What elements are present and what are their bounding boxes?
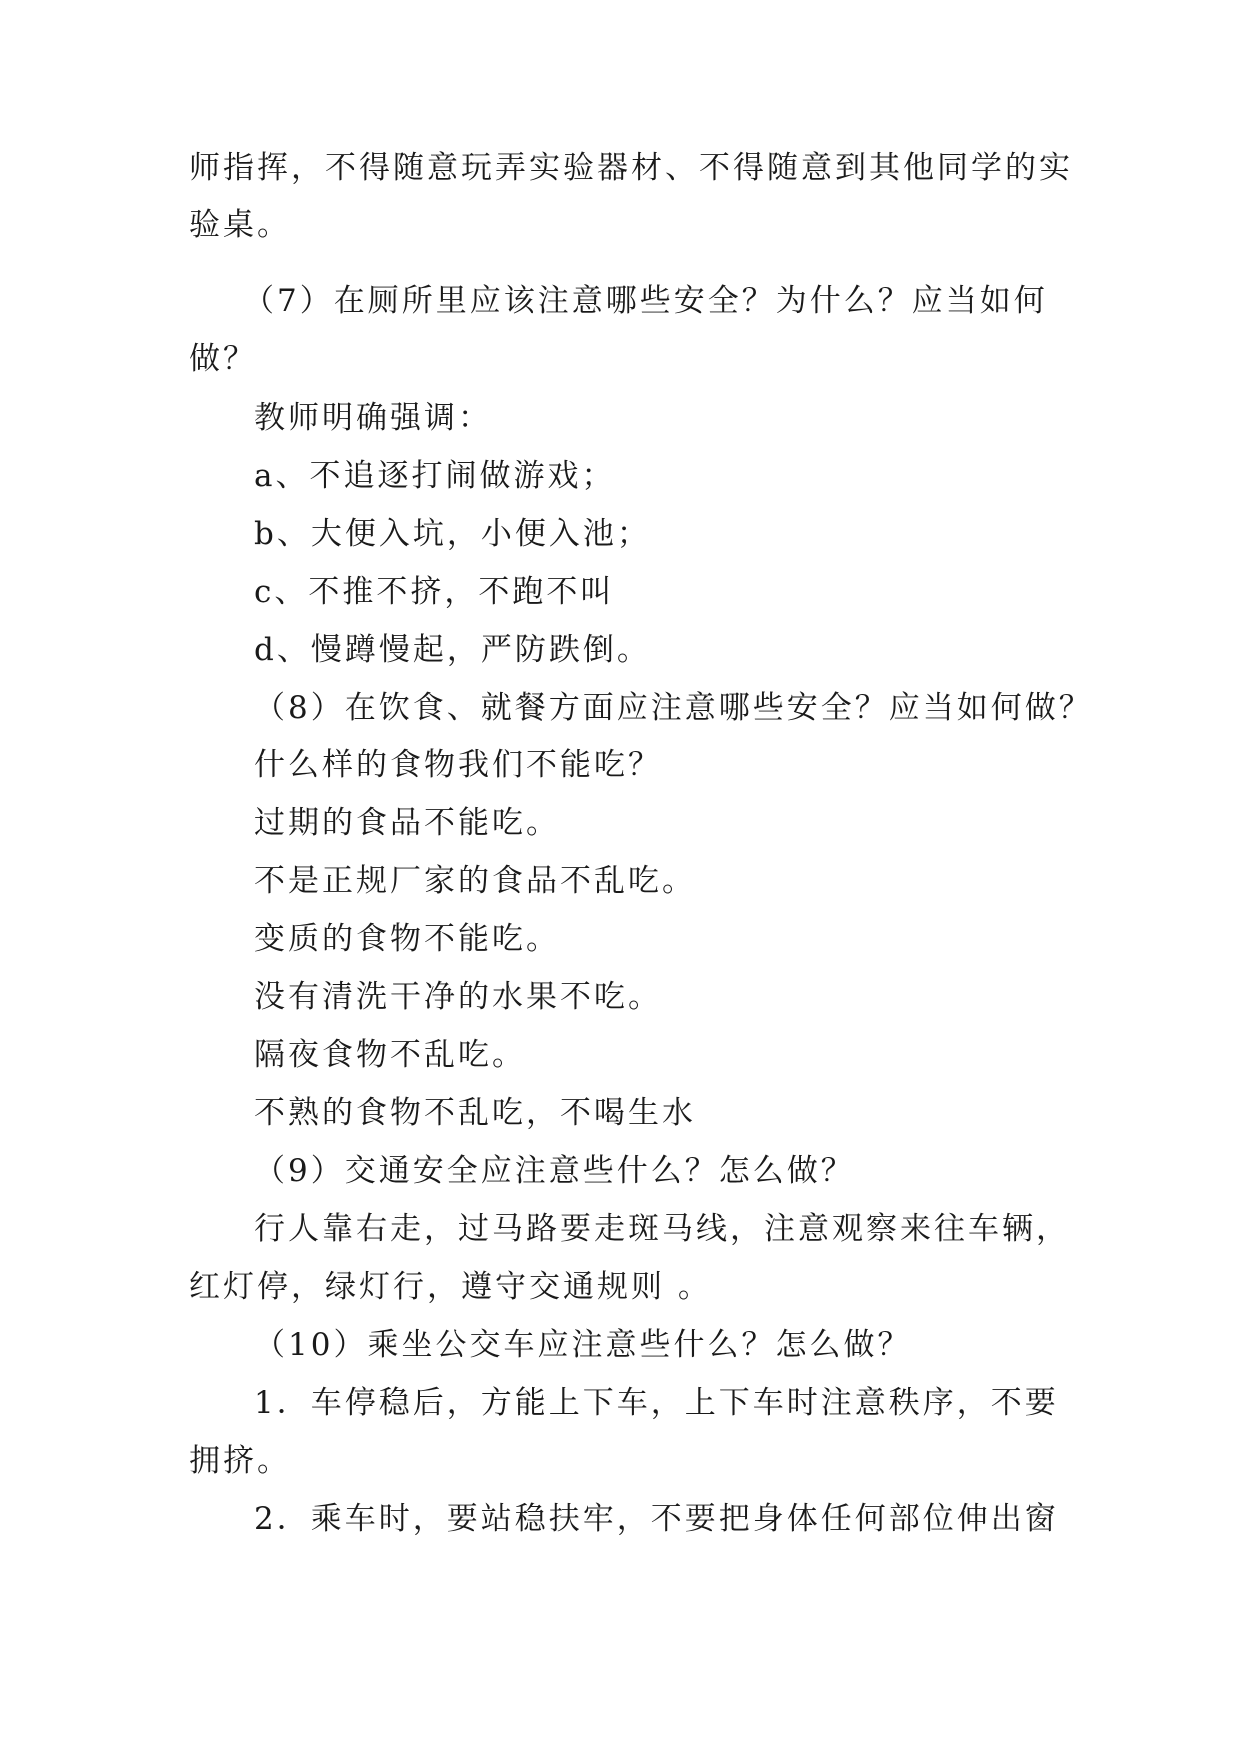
- text-line: 红灯停，绿灯行，遵守交通规则 。: [189, 1269, 712, 1305]
- text-line: （9）交通安全应注意些什么？怎么做？: [254, 1153, 855, 1189]
- text-line: 师指挥，不得随意玩弄实验器材、不得随意到其他同学的实: [189, 150, 1073, 186]
- text-line: （7）在厕所里应该注意哪些安全？为什么？应当如何: [243, 283, 1048, 319]
- text-line: 过期的食品不能吃。: [254, 805, 560, 841]
- text-line: 变质的食物不能吃。: [254, 921, 560, 957]
- text-line: 不熟的食物不乱吃，不喝生水: [254, 1095, 696, 1131]
- text-line: a、不追逐打闹做游戏；: [254, 458, 616, 494]
- text-line: c、不推不挤，不跑不叫: [254, 574, 615, 610]
- text-line: b、大便入坑，小便入池；: [254, 516, 651, 552]
- text-line: 2．乘车时，要站稳扶牢，不要把身体任何部位伸出窗: [254, 1501, 1059, 1537]
- text-line: 1．车停稳后，方能上下车，上下车时注意秩序，不要: [254, 1385, 1059, 1421]
- text-line: 隔夜食物不乱吃。: [254, 1037, 526, 1073]
- text-line: 什么样的食物我们不能吃？: [254, 747, 662, 783]
- text-line: 没有清洗干净的水果不吃。: [254, 979, 662, 1015]
- text-line: 教师明确强调：: [254, 400, 492, 436]
- text-line: 拥挤。: [189, 1443, 291, 1479]
- text-line: 不是正规厂家的食品不乱吃。: [254, 863, 696, 899]
- text-line: d、慢蹲慢起，严防跌倒。: [254, 632, 651, 668]
- text-line: （10）乘坐公交车应注意些什么？怎么做？: [254, 1327, 912, 1363]
- text-line: 行人靠右走，过马路要走斑马线，注意观察来往车辆，: [254, 1211, 1070, 1247]
- text-line: 验桌。: [189, 207, 291, 243]
- text-line: （8）在饮食、就餐方面应注意哪些安全？应当如何做？: [254, 690, 1093, 726]
- text-line: 做？: [189, 341, 257, 377]
